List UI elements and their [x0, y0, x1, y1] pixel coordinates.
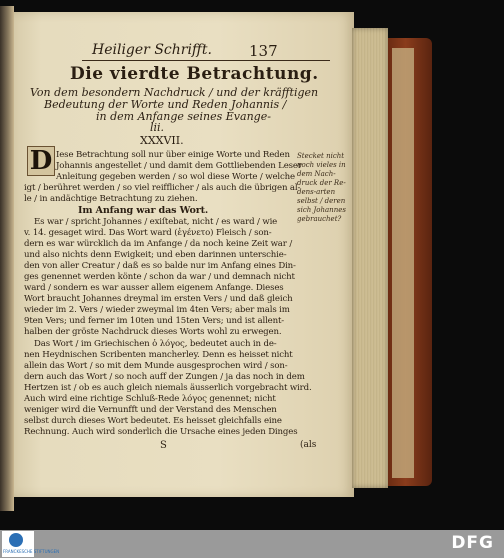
- catchword: (als: [300, 440, 317, 450]
- header-rule: [82, 60, 330, 61]
- cover-inner: [392, 48, 414, 478]
- body-line: Johannis angestellet / und damit dem Gottliebenden Leser: [56, 161, 302, 171]
- marginal-note-line: selbst / deren: [297, 197, 346, 205]
- page-edges: [352, 28, 388, 488]
- body-line: dern auch das Wort / so noch auff der Zungen / ja das noch in dem: [24, 372, 305, 382]
- body-line: nen Heydnischen Scribenten mancherley. Denn es heisset nicht: [24, 350, 293, 360]
- body-line: ward / sondern es war ausser allem eigenem Anfange. Dieses: [24, 283, 284, 293]
- subtitle-line: Von dem besondern Nachdruck / und der kräfftigen: [30, 86, 319, 99]
- signature-mark: S: [160, 440, 167, 451]
- body-line: le / in andächtige Betrachtung zu ziehen.: [24, 194, 198, 204]
- body-line: Iese Betrachtung soll nur über einige Worte und Reden: [56, 150, 290, 160]
- body-line: Das Wort / im Griechischen ὁ λόγος, bedeutet auch in de-: [34, 339, 277, 349]
- chapter-title: Die vierdte Betrachtung.: [70, 64, 319, 84]
- body-line: den von aller Creatur / daß es so balde nur im Anfang eines Din-: [24, 261, 296, 271]
- body-line: Anleitung gegeben werden / so wol diese Worte / welche: [56, 172, 295, 182]
- section-number: XXXVII.: [140, 134, 184, 147]
- body-line: v. 14. gesaget wird. Das Wort ward (ἐγένετο) Fleisch / son-: [24, 228, 272, 238]
- logo-emblem-icon: [9, 533, 23, 547]
- subtitle-line: lii.: [150, 121, 165, 134]
- body-line: 9ten Vers; und ferner im 10ten und 15ten Vers; und ist allent-: [24, 316, 285, 326]
- body-line: weniger wird die Vernunfft und der Verstand des Menschen: [24, 405, 277, 415]
- logo-text: FRANCKESCHE STIFTUNGEN: [3, 549, 60, 554]
- footer-bar: [0, 530, 504, 558]
- marginal-note-line: noch vieles in: [297, 161, 346, 169]
- dfg-logo[interactable]: DFG: [451, 533, 494, 553]
- body-line: igt / berühret werden / so viel reifflicher / als auch die übrigen al-: [24, 183, 301, 193]
- body-line: ges genennet werden könte / schon da war / und demnach nicht: [24, 272, 295, 282]
- left-page-edge: [0, 6, 14, 511]
- marginal-note-line: dens-arten: [297, 188, 336, 196]
- marginal-note-line: gebrauchet?: [297, 215, 342, 223]
- body-line: selbst durch dieses Wort bedeutet. Es heisset gleichfalls eine: [24, 416, 282, 426]
- body-line: Rechnung. Auch wird sonderlich die Ursache eines jeden Dinges: [24, 427, 298, 437]
- body-line: Auch wird eine richtige Schluß-Rede λόγος genennet; nicht: [24, 394, 276, 404]
- page-number: 137: [249, 42, 278, 60]
- drop-cap: D: [27, 146, 55, 176]
- marginal-note-line: dem Nach-: [297, 170, 336, 178]
- body-line: und also nichts denn Ewigkeit; und eben darinnen unterschie-: [24, 250, 287, 260]
- lemma-heading: Im Anfang war das Wort.: [78, 205, 209, 216]
- running-head: Heiliger Schrifft.: [92, 42, 212, 58]
- marginal-note-line: druck der Re-: [297, 179, 346, 187]
- body-line: halben der gröste Nachdruck dieses Worts wohl zu erwegen.: [24, 327, 282, 337]
- subtitle-line: in dem Anfange seines Evange-: [96, 110, 271, 123]
- body-line: Es war / spricht Johannes / exiſtebat, nicht / es ward / wie: [34, 217, 278, 227]
- body-line: Hertzen ist / ob es auch gleich niemals äusserlich vorgebracht wird.: [24, 383, 312, 393]
- subtitle-line: Bedeutung der Worte und Reden Johannis /: [44, 98, 287, 111]
- marginal-note-line: sich Johannes: [297, 206, 346, 214]
- body-line: wieder im 2. Vers / wieder zweymal im 4ten Vers; aber mals im: [24, 305, 290, 315]
- body-line: dern es war würcklich da im Anfange / da noch keine Zeit war /: [24, 239, 293, 249]
- body-line: allein das Wort / so mit dem Munde ausgesprochen wird / son-: [24, 361, 288, 371]
- body-line: Wort braucht Johannes dreymal im ersten Vers / und daß gleich: [24, 294, 293, 304]
- marginal-note-line: Stecket nicht: [297, 152, 345, 160]
